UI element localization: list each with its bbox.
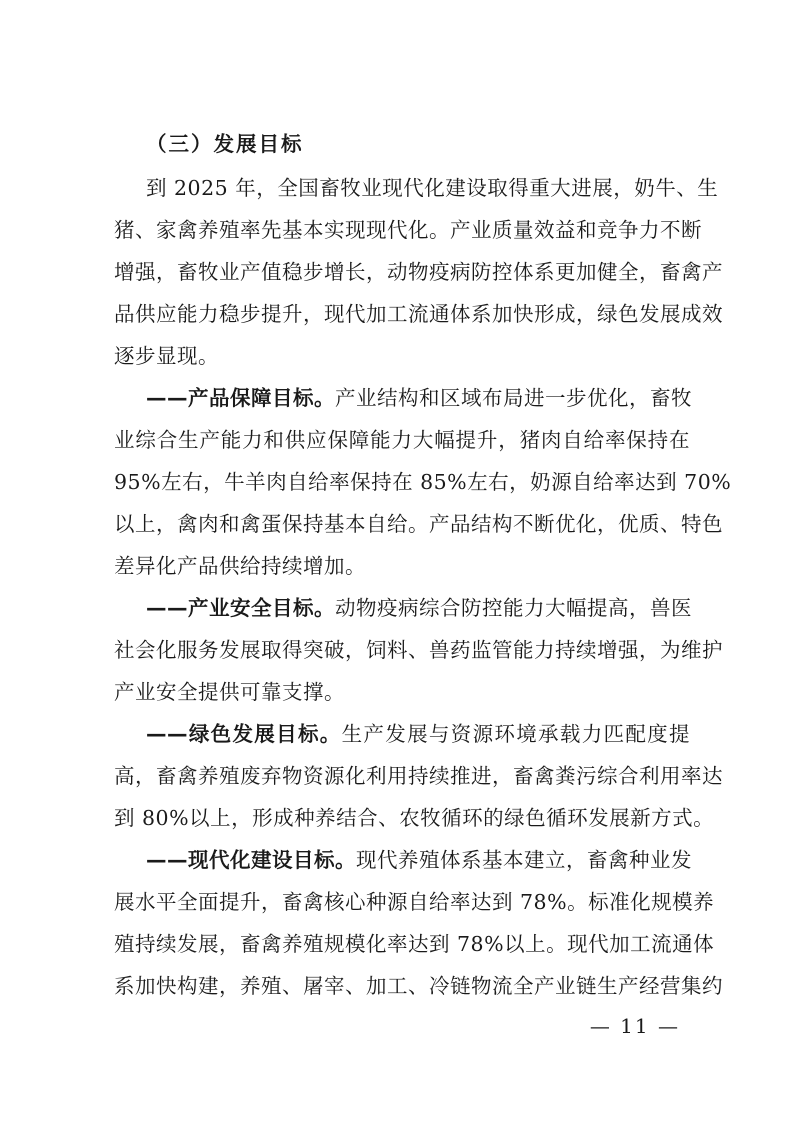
paragraph-text: 动物疫病综合防控能力大幅提高，兽医 [335, 596, 692, 620]
paragraph-line: 增强，畜牧业产值稳步增长，动物疫病防控体系更加健全，畜禽产 [114, 260, 723, 284]
lead-in-safety: ——产业安全目标。 [146, 596, 335, 620]
paragraph-line: 业综合生产能力和供应保障能力大幅提升，猪肉自给率保持在 [114, 428, 690, 452]
paragraph-line: 高，畜禽养殖废弃物资源化利用持续推进，畜禽粪污综合利用率达 [114, 764, 723, 788]
paragraph-line [146, 594, 690, 622]
paragraph-line: 展水平全面提升，畜禽核心种源自给率达到 78%。标准化规模养 [114, 890, 715, 914]
paragraph-line: 品供应能力稳步提升，现代加工流通体系加快形成，绿色发展成效 [114, 302, 723, 326]
paragraph-line: 到 80%以上，形成种养结合、农牧循环的绿色循环发展新方式。 [114, 806, 715, 830]
paragraph-line [146, 384, 690, 412]
paragraph-line: 95%左右，牛羊肉自给率保持在 85%左右，奶源自给率达到 70% [114, 470, 732, 494]
paragraph-line: 殖持续发展，畜禽养殖规模化率达到 78%以上。现代加工流通体 [114, 932, 715, 956]
page-number: — 11 — [589, 1014, 680, 1038]
paragraph-line: 差异化产品供给持续增加。 [114, 554, 366, 578]
paragraph-text: 生产发展与资源环境承载力匹配度提 [341, 722, 690, 746]
lead-in-product: ——产品保障目标。 [146, 386, 335, 410]
section-heading: （三）发展目标 [146, 132, 304, 156]
paragraph-line: 系加快构建，养殖、屠宰、加工、冷链物流全产业链生产经营集约 [114, 974, 723, 998]
paragraph-line [146, 846, 690, 874]
paragraph-line [146, 720, 690, 748]
paragraph-line: 猪、家禽养殖率先基本实现现代化。产业质量效益和竞争力不断 [114, 218, 702, 242]
paragraph-line: 到 2025 年，全国畜牧业现代化建设取得重大进展，奶牛、生 [146, 176, 719, 200]
lead-in-green: ——绿色发展目标。 [146, 722, 342, 746]
paragraph-text: 产业结构和区域布局进一步优化，畜牧 [335, 386, 692, 410]
paragraph-line: 以上，禽肉和禽蛋保持基本自给。产品结构不断优化，优质、特色 [114, 512, 723, 536]
paragraph-line: 逐步显现。 [114, 344, 219, 368]
paragraph-line: 社会化服务发展取得突破，饲料、兽药监管能力持续增强，为维护 [114, 638, 723, 662]
paragraph-text: 现代养殖体系基本建立，畜禽种业发 [356, 848, 692, 872]
paragraph-line: 产业安全提供可靠支撑。 [114, 680, 345, 704]
lead-in-modern: ——现代化建设目标。 [146, 848, 356, 872]
